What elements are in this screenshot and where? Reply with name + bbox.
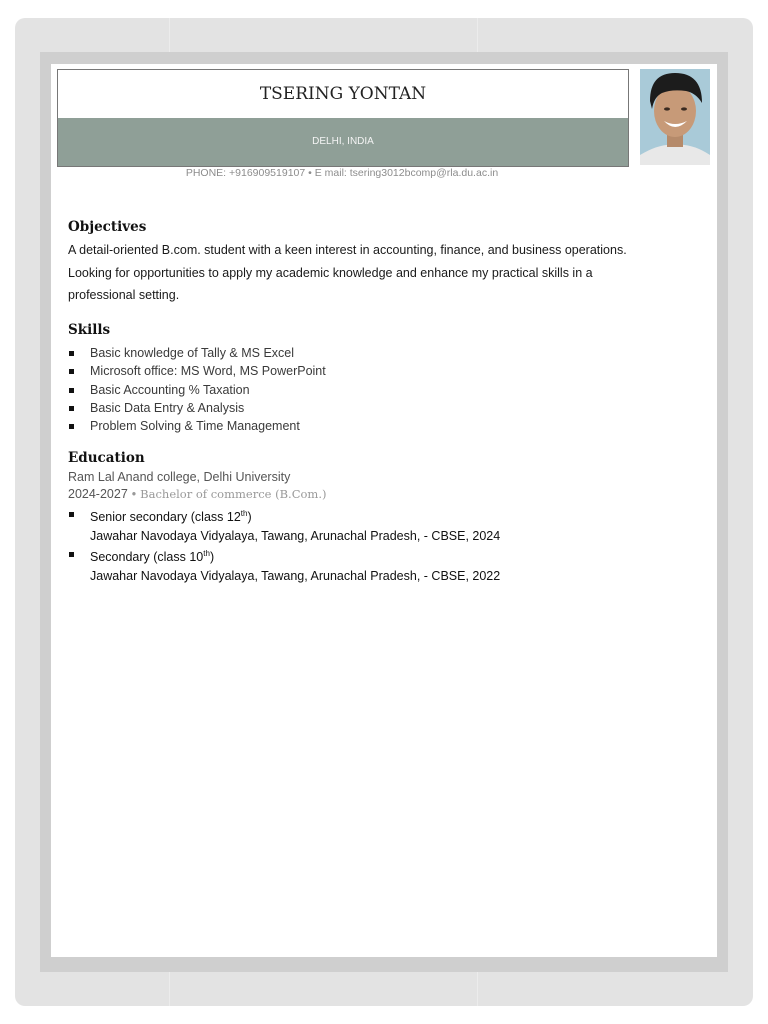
skill-text: Basic Accounting % Taxation xyxy=(90,382,250,397)
tile-divider xyxy=(169,971,170,1006)
square-bullet-icon xyxy=(69,424,74,429)
college-years: 2024-2027 xyxy=(68,487,128,501)
degree-name: Bachelor of commerce (B.Com.) xyxy=(140,487,327,501)
list-item xyxy=(68,344,326,362)
superscript: th xyxy=(203,549,210,559)
list-item xyxy=(68,399,326,417)
college-name: Ram Lal Anand college, Delhi University xyxy=(68,470,291,484)
education-heading: Education xyxy=(68,450,145,466)
skills-list xyxy=(68,344,326,435)
square-bullet-icon xyxy=(69,512,74,517)
skills-heading: Skills xyxy=(68,322,111,338)
superscript: th xyxy=(240,509,248,518)
location-band: DELHI, INDIA xyxy=(58,118,628,166)
education-detail: Jawahar Navodaya Vidyalaya, Tawang, Arunachal Pradesh, - CBSE, 2024 xyxy=(90,528,501,543)
list-item xyxy=(68,381,326,399)
skill-text: Basic Data Entry & Analysis xyxy=(90,400,245,415)
education-detail: Jawahar Navodaya Vidyalaya, Tawang, Arunachal Pradesh, - CBSE, 2022 xyxy=(90,568,501,583)
level-text: Secondary (class 10 xyxy=(90,550,204,565)
square-bullet-icon xyxy=(69,406,74,411)
list-item xyxy=(68,362,326,380)
degree-row xyxy=(68,487,326,501)
objectives-text: A detail-oriented B.com. student with a keen interest in accounting, finance, and business operations. Looking for opportunities to apply my academic knowledge and enhance my practical skills in a professional setting. xyxy=(68,243,627,302)
tile-divider xyxy=(477,971,478,1006)
resume-page xyxy=(51,64,717,957)
contact-line: PHONE: +916909519107 • E mail: tsering3012bcomp@rla.du.ac.in xyxy=(185,167,499,179)
header-box xyxy=(57,69,629,167)
profile-photo xyxy=(640,69,710,165)
level-text: Senior secondary (class 12 xyxy=(90,510,241,525)
square-bullet-icon xyxy=(69,388,74,393)
objectives-heading: Objectives xyxy=(68,219,147,235)
education-level xyxy=(90,545,500,567)
square-bullet-icon xyxy=(69,552,74,557)
skill-text: Problem Solving & Time Management xyxy=(90,419,300,434)
list-item xyxy=(68,545,500,585)
education-level xyxy=(90,505,500,527)
person-portrait-icon xyxy=(640,69,710,165)
level-close: ) xyxy=(247,510,252,525)
tile-divider xyxy=(477,18,478,53)
candidate-name: TSERING YONTAN xyxy=(259,84,427,104)
degree-separator: • xyxy=(131,487,137,501)
education-list xyxy=(68,505,500,585)
list-item xyxy=(68,417,326,435)
tile-divider xyxy=(169,18,170,53)
square-bullet-icon xyxy=(69,351,74,356)
list-item xyxy=(68,505,500,545)
skill-text: Basic knowledge of Tally & MS Excel xyxy=(90,346,295,360)
skill-text: Microsoft office: MS Word, MS PowerPoint xyxy=(90,364,326,379)
square-bullet-icon xyxy=(69,369,74,374)
level-close: ) xyxy=(209,550,215,565)
